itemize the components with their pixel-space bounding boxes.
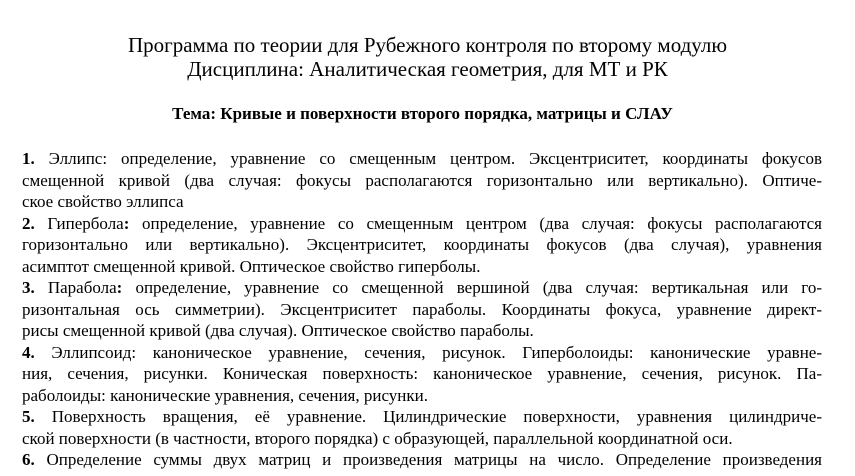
item-line: ния, сечения, рисунки. Коническая поверхность: каноническое уравнение, сечения, рисунок. Па- [22,364,822,383]
list-item [22,148,822,213]
item-line: ризонтальная ось симметрии). Эксцентриситет параболы. Координаты фокуса, уравнение директ- [22,299,822,319]
item-line: смещенной кривой (два случая: фокусы располагаются горизонтально или вертикально). Оптиче- [22,170,822,190]
item-line [22,406,822,428]
item-number: 1. [22,149,35,168]
list-item [22,213,822,278]
topic-heading: Тема: Кривые и поверхности второго порядка, матрицы и СЛАУ [172,104,673,123]
item-colon: : [116,278,123,297]
item-number: 3. [22,278,35,297]
list-item [22,449,822,471]
item-text: Эллипс: определение, уравнение со смещенным центром. Эксцентриситет, координаты фокусов [34,149,822,168]
item-line [22,148,822,170]
item-lead: Гипербола [34,213,124,233]
list-item [22,277,822,342]
item-text: определение, уравнение со смещенной вершиной (два случая: вертикальная или го- [122,278,822,297]
document-title [0,33,855,81]
item-text: Определение суммы двух матриц и произведения матрицы на число. Определение произведения [34,450,822,469]
item-number: 6. [22,450,35,469]
item-line [22,277,822,299]
item-line: ской поверхности (в частности, второго порядка) с образующей, параллельной координатной оси. [22,428,733,448]
item-line [22,449,822,471]
item-colon: : [123,213,130,233]
item-line: горизонтально или вертикально). Эксцентриситет, координаты фокусов (два случая), уравнения [22,235,822,254]
item-text: Эллипсоид: каноническое уравнение, сечения, рисунок. Гиперболоиды: канонические уравне- [34,342,822,362]
item-line: ское свойство эллипса [22,192,184,211]
item-text: Поверхность вращения, её уравнение. Цилиндрические поверхности, уравнения цилиндриче- [34,407,822,426]
title-line-1: Программа по теории для Рубежного контроля по второму модулю [127,33,728,57]
item-line: асимптот смещенной кривой. Оптическое свойство гиперболы. [22,256,481,276]
item-text: определение, уравнение со смещенным центром (два случая: фокусы располагаются [129,213,822,233]
list-item [22,342,822,407]
item-number: 5. [22,407,35,426]
list-item [22,406,822,449]
item-line [22,342,822,364]
item-line: раболоиды: канонические уравнения, сечения, рисунки. [22,385,428,405]
item-number: 2. [22,213,35,233]
theory-list [22,148,822,471]
item-number: 4. [22,342,35,362]
item-line [22,213,822,235]
item-lead: Парабола [34,278,117,297]
title-line-2: Дисциплина: Аналитическая геометрия, для МТ и РК [187,57,668,81]
item-line: рисы смещенной кривой (два случая). Оптическое свойство параболы. [22,321,534,340]
